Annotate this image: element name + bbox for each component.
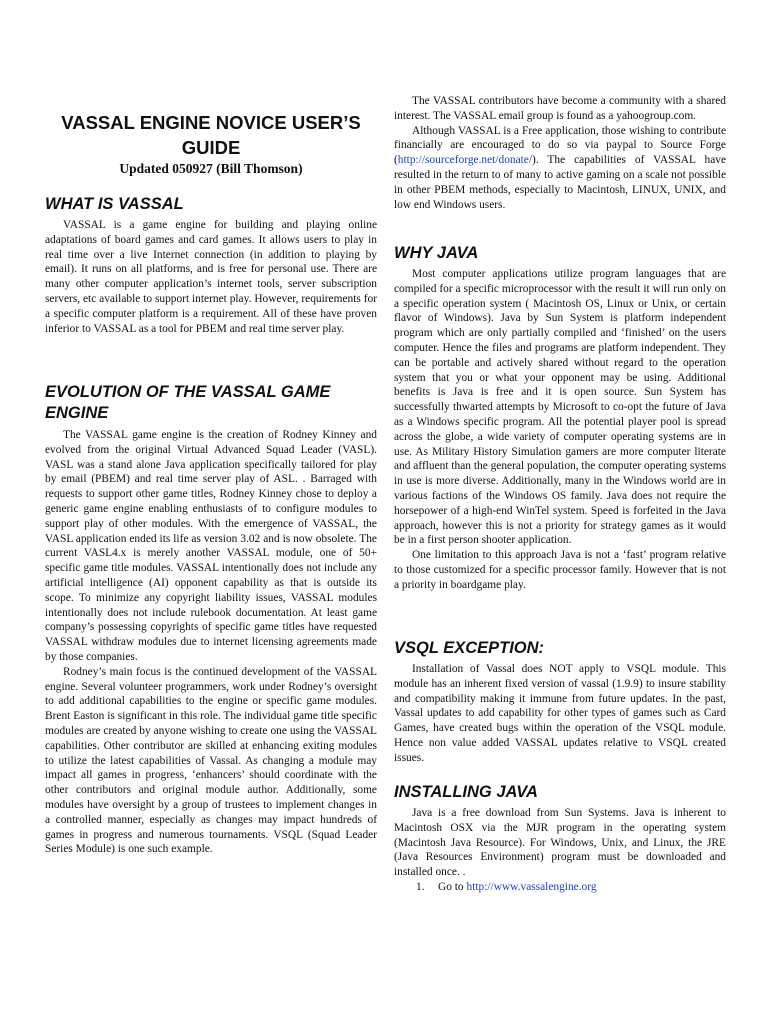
section-what-is-vassal — [45, 218, 377, 336]
paragraph: Java is a free download from Sun Systems. Java is inherent to Macintosh OSX via the MJR program in the operating system (Macintosh Java Resource). For Windows, Unix, and Linux, the JRE (Java Resources Environment) program must be downloaded and installed once. . — [394, 807, 726, 879]
heading-vsql-exception: VSQL EXCEPTION: — [394, 639, 545, 657]
heading-what-is-vassal: WHAT IS VASSAL — [45, 195, 184, 213]
updated-line: Updated 050927 (Bill Thomson) — [119, 161, 303, 176]
text-run: Although VASSAL is a Free application, those wishing to contribute financially are encouraged to do so via paypal to Source Forge ( — [394, 124, 726, 167]
section-evolution — [45, 428, 377, 857]
heading-why-java: WHY JAVA — [394, 244, 479, 262]
list-text: Go to — [438, 880, 464, 893]
list-item — [394, 880, 726, 895]
paragraph: One limitation to this approach Java is not a ‘fast’ program relative to those customized for a specific processor family. However that is not a priority in boardgame play. — [394, 549, 726, 591]
document-title: VASSAL ENGINE NOVICE USER’S GUIDE — [61, 112, 361, 158]
section-why-java — [394, 267, 726, 593]
vassalengine-link[interactable]: http://www.vassalengine.org — [466, 880, 597, 893]
paragraph: VASSAL is a game engine for building and playing online adaptations of board games and card games. It allows users to play in real time over a live Internet connection (in addition to playing by email). It runs on all platforms, and is free for personal use. There are many other computer application’s internet tools, server subscription servers, etc available to support internet play. However, requirements for a specific computer platform is a requirement. All of these have proven inferior to VASSAL as a tool for PBEM and real time server play. — [45, 219, 377, 335]
paragraph: The VASSAL contributors have become a community with a shared interest. The VASSAL email group is found as a yahoogroup.com. — [394, 95, 726, 122]
heading-evolution: EVOLUTION OF THE VASSAL GAME ENGINE — [45, 383, 331, 422]
section-installing-java — [394, 806, 726, 895]
paragraph: The VASSAL game engine is the creation of Rodney Kinney and evolved from the original Virtual Advanced Squad Leader (VASL). VASL was a stand alone Java application specifically tailored for play by email (PBEM) and real time server play of ASL. . Barraged with requests to support other game titles, Rodney Kinney chose to deploy a generic game engine enabling enthusiasts of to configure modules to support play of other modules. With the emergence of VASSAL, the VASL application ended its life as version 3.02 and is now obsolete. The current VASL4.x is merely another VASSAL module, one of 50+ specific game title modules. VASSAL intentionally does not include any artificial intelligence (AI) opponent capability as that is outside its scope. To minimize any copyright liability issues, VASSAL modules intentionally does not include rulebook documentation. At least game company’s possessing copyrights of specific game titles have requested VASSAL withdraw modules due to internet licensing agreements made by those companies. — [45, 429, 377, 663]
sourceforge-donate-link[interactable]: http://sourceforge.net/donate/ — [397, 154, 533, 167]
text-run: ). The capabilities of VASSAL have resulted in the return to of many to active gaming on a scale not possible in other PBEM methods, especially to Macintosh, LINUX, UNIX, and low end Windows users. — [394, 154, 726, 211]
section-vsql-exception — [394, 662, 726, 766]
paragraph: Most computer applications utilize program languages that are compiled for a specific microprocessor with the result it will run only on a specific operation system ( Macintosh OS, Linux or Unix, or certain flavor of Windows). Java by Sun System is platform independent program which are only partially compiled and ‘finished’ on the users computer. Hence the files and programs are platform independent. They can be portable and actively shared without regard to the operation system that you or what your opponent may be using. Additional benefits is Java is free and it is open source. Sun System has successfully thwarted attempts by Microsoft to co-opt the future of Java as a Windows specific program. All the potential player pool is spread across the globe, a wide variety of computer operating systems are in use. As Military History Simulation gamers are more computer literate and affluent than the general population, the computer operating systems in use is more diverse. Additionally, many in the Windows world are in various factions of the Windows OS family. Java does not require the horsepower of a high-end WinTel system. Speed is forfeited in the Java approach, however this is not a priority for strategy games as it would be in a first person shooter application. — [394, 268, 726, 547]
heading-installing-java: INSTALLING JAVA — [394, 783, 538, 801]
list-number: 1. — [416, 880, 425, 893]
paragraph — [394, 124, 726, 213]
section-contributors — [394, 94, 726, 212]
paragraph: Installation of Vassal does NOT apply to VSQL module. This module has an inherent fixed version of vassal (1.9.9) to insure stability and compatibility making it immune from future updates. In the past, Vassal updates to add capability for other types of games such as Card Games, have created bugs within the operation of the VSQL module. Hence non value added VASSAL updates relative to VSQL created issues. — [394, 663, 726, 764]
paragraph: Rodney’s main focus is the continued development of the VASSAL engine. Several volunteer programmers, work under Rodney’s oversight to add additional capabilities to the engine or specific game modules. Brent Easton is significant in this role. The individual game title specific modules are created by anyone wishing to create one using the VASSAL capabilities. Other contributor are skilled at enhancing exiting modules to utilize the latest capabilities of Vassal. As changing a module may impact all games in progress, ‘enhancers’ should coordinate with the other contributors and original module author. Additionally, some modules have oversight by a group of trustees to implement changes in a controlled manner, especially as changes may impact hundreds of games in progress and numerous tournaments. VSQL (Squad Leader Series Module) is one such example. — [45, 665, 377, 856]
